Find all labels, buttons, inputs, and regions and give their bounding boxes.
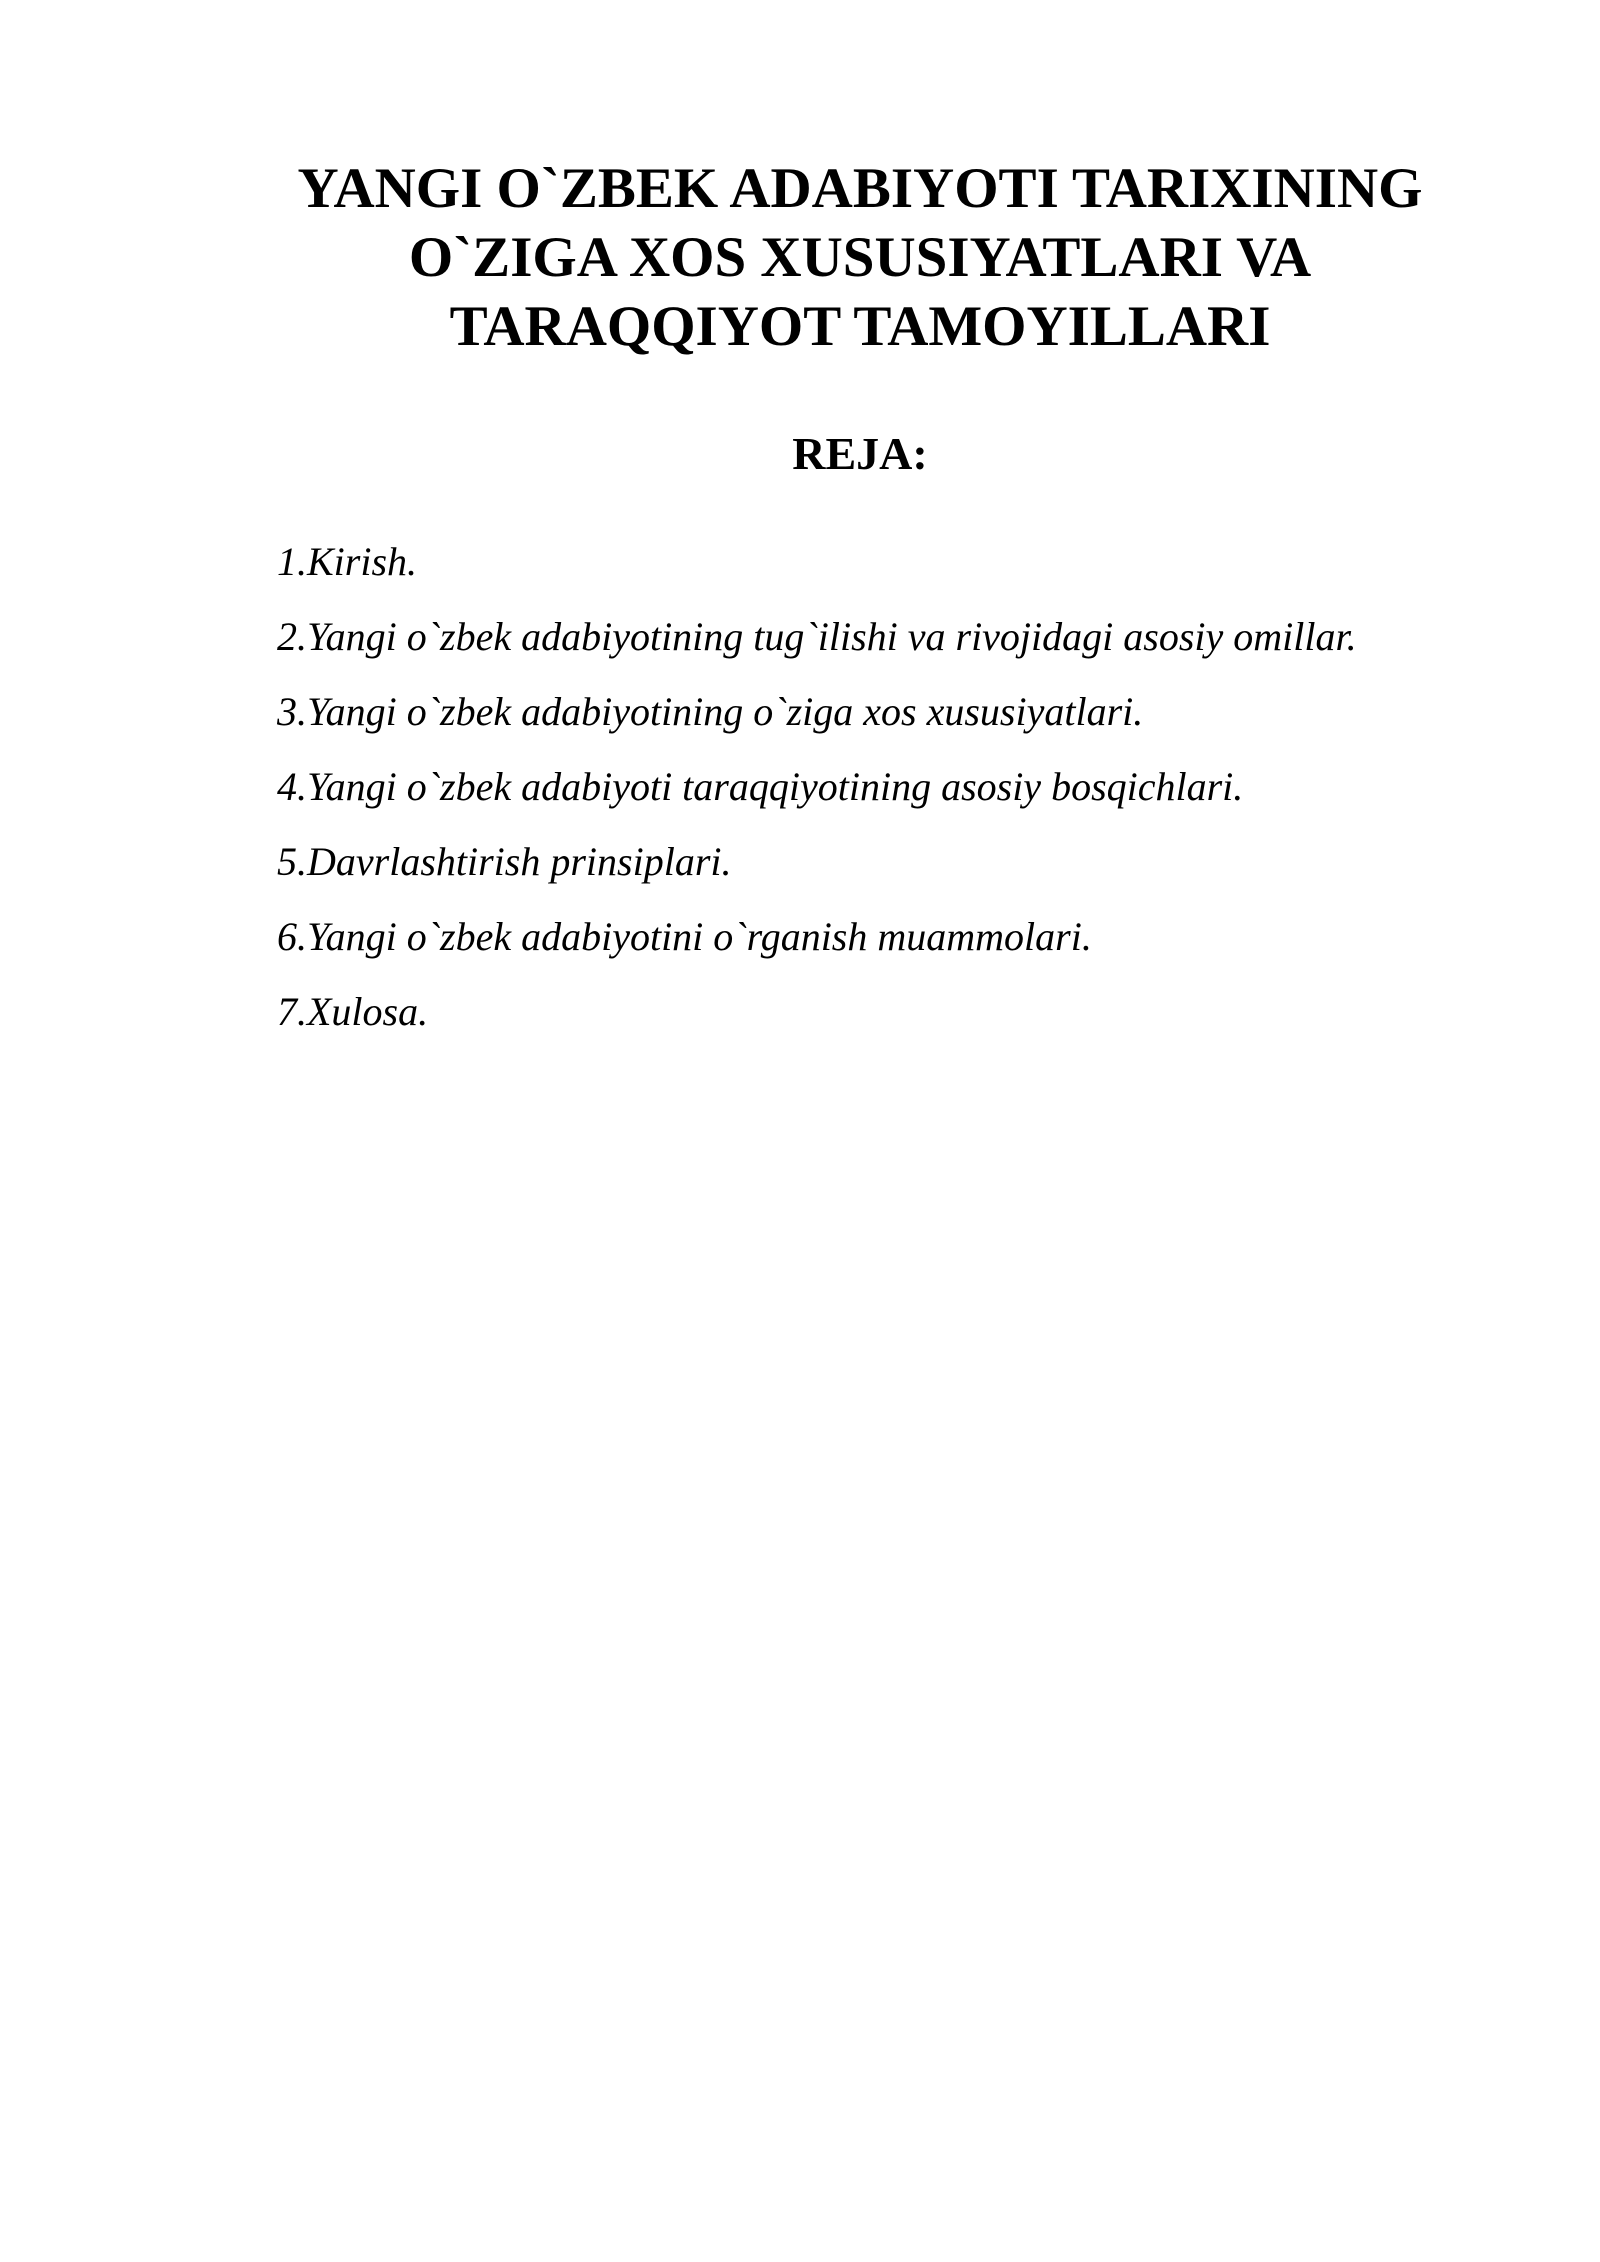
document-title	[260, 154, 1460, 361]
plan-item-7: 7.Xulosa.	[277, 989, 429, 1034]
document-title-line-2: O`ZIGA XOS XUSUSIYATLARI VA	[408, 226, 1312, 289]
plan-item-2: 2.Yangi o`zbek adabiyotining tug`ilishi va rivojidagi asosiy omillar.	[277, 614, 1357, 659]
plan-item-6: 6.Yangi o`zbek adabiyotini o`rganish muammolari.	[277, 914, 1092, 959]
plan-item-1: 1.Kirish.	[277, 539, 418, 584]
plan-list	[277, 534, 1507, 1059]
plan-item-5: 5.Davrlashtirish prinsiplari.	[277, 839, 732, 884]
document-title-line-3: TARAQQIYOT TAMOYILLARI	[449, 295, 1271, 358]
plan-item-3: 3.Yangi o`zbek adabiyotining o`ziga xos xususiyatlari.	[277, 689, 1144, 734]
plan-item-4: 4.Yangi o`zbek adabiyoti taraqqiyotining asosiy bosqichlari.	[277, 764, 1244, 809]
plan-heading: REJA:	[792, 428, 928, 479]
document-title-line-1: YANGI O`ZBEK ADABIYOTI TARIXINING	[297, 157, 1423, 220]
